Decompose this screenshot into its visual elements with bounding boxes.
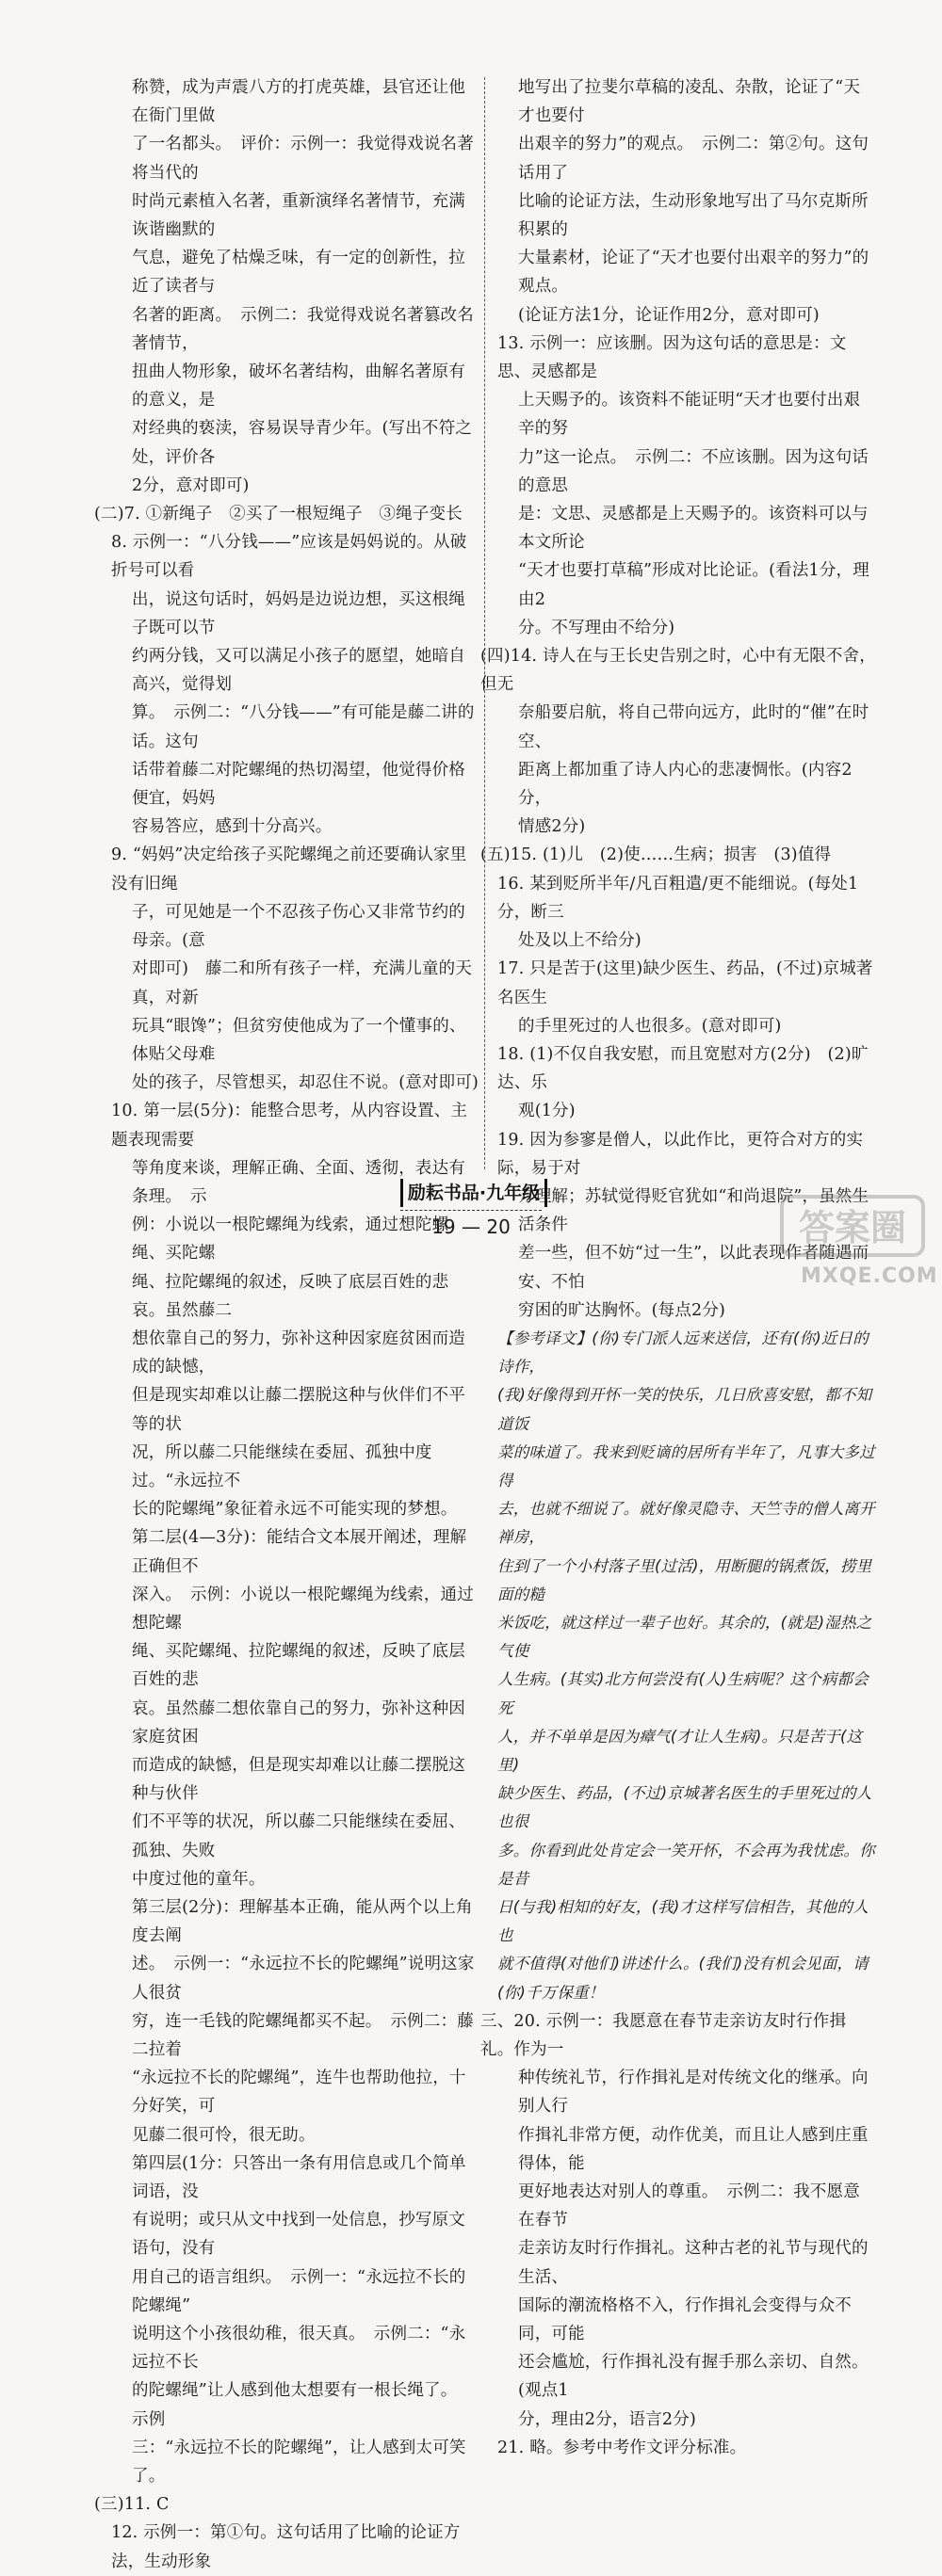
text-line: 处及以上不给分) xyxy=(518,931,642,951)
text-line: 例：小说以一根陀螺绳为线索，通过想陀螺绳、买陀螺 xyxy=(132,1216,449,1264)
page-number: 19 — 20 xyxy=(431,1216,511,1238)
text-line: 长的陀螺绳”象征着永远不可能实现的梦想。 xyxy=(132,1500,458,1520)
text-line: 话带着藤二对陀螺绳的热切渴望，他觉得价格便宜，妈妈 xyxy=(132,760,465,809)
text-line: 用自己的语言组织。 示例一：“永远拉不长的陀螺绳” xyxy=(132,2267,466,2315)
footer-rule xyxy=(400,1210,542,1211)
text-line: 走亲访友时行作揖礼。这种古老的礼节与现代的生活、 xyxy=(518,2239,869,2287)
text-line: 等角度来谈，理解正确、全面、透彻，表达有条理。 示 xyxy=(132,1158,465,1206)
text-line: 但是现实却难以让藤二摆脱这种与伙伴们不平等的状 xyxy=(132,1386,465,1434)
text-line: 作揖礼非常方便，动作优美，而且让人感到庄重得体，能 xyxy=(518,2125,869,2173)
text-line: 12. 示例一：第①句。这句话用了比喻的论证方法，生动形象 xyxy=(111,2523,461,2571)
text-line: 扭曲人物形象，破坏名著结构，曲解名著原有的意义，是 xyxy=(132,362,465,411)
text-line: 19. 因为参寥是僧人，以此作比，更符合对方的实际，易于对 xyxy=(497,1130,864,1178)
text-line: 21. 略。参考中考作文评分标准。 xyxy=(497,2438,747,2457)
text-line: 想依靠自己的努力，弥补这种因家庭贫困而造成的缺憾， xyxy=(132,1328,465,1377)
column-divider xyxy=(484,77,485,1169)
text-line: 有说明；或只从文中找到一处信息，抄写原文语句，没有 xyxy=(132,2211,465,2259)
text-line: (二)7. ①新绳子 ②买了一根短绳子 ③绳子变长 xyxy=(94,505,463,524)
text-line: 绳、买陀螺绳、拉陀螺绳的叙述，反映了底层百姓的悲 xyxy=(132,1642,465,1690)
text-line: 13. 示例一：应该删。因为这句话的意思是：文思、灵感都是 xyxy=(497,333,847,382)
text-line: 多。你看到此处肯定会一笑开怀，不会再为我忧虑。你是昔 xyxy=(497,1841,875,1888)
text-line: 的陀螺绳”让人感到他太想要有一根长绳了。 示例 xyxy=(132,2381,466,2429)
left-column xyxy=(94,73,480,2576)
text-line: 菜的味道了。我来到贬谪的居所有半年了，凡事大多过得 xyxy=(497,1442,875,1489)
text-line: 米饭吃，就这样过一辈子也好。其余的，(就是)湿热之气使 xyxy=(497,1613,872,1661)
text-line: 气息，避免了枯燥乏味，有一定的创新性，拉近了读者与 xyxy=(132,249,465,297)
text-line: 人，并不单单是因为瘴气(才让人生病)。只是苦于(这里) xyxy=(497,1727,863,1774)
watermark-url: MXQE.COM xyxy=(801,1264,938,1288)
text-line: (论证方法1分，论证作用2分，意对即可) xyxy=(518,305,820,325)
text-line: 分。不写理由不给分) xyxy=(518,618,675,637)
text-line: (三)11. C xyxy=(94,2495,170,2515)
text-line: 穷困的旷达胸怀。(每点2分) xyxy=(518,1300,726,1320)
text-line: 第二层(4—3分)：能结合文本展开阐述，理解正确但不 xyxy=(132,1528,467,1576)
text-line: 出，说这句话时，妈妈是边说边想，买这根绳子既可以节 xyxy=(132,589,465,637)
text-line: 出艰辛的努力”的观点。 示例二：第②句。这句话用了 xyxy=(518,135,869,183)
text-line: 容易答应，感到十分高兴。 xyxy=(132,817,333,837)
text-line: 10. 第一层(5分)：能整合思考，从内容设置、主题表现需要 xyxy=(111,1102,468,1150)
text-line: 住到了一个小村落子里(过活)，用断腿的锅煮饭，捞里面的糙 xyxy=(497,1556,872,1603)
text-line: 就不值得(对他们)讲述什么。(我们)没有机会见面，请 xyxy=(497,1955,869,1973)
text-line: 见藤二很可怜，很无助。 xyxy=(132,2125,316,2145)
text-line: 日(与我)相知的好友，(我)才这样写信相告，其他的人也 xyxy=(497,1898,869,1945)
text-line: 【参考译文】(你)专门派人远来送信，还有(你)近日的诗作， xyxy=(497,1328,869,1377)
text-line: 观(1分) xyxy=(518,1102,576,1121)
book-series-banner: 励耘书品·九年级 xyxy=(400,1179,547,1207)
text-line: 是：文思、灵感都是上天赐予的。该资料可以与本文所论 xyxy=(518,505,869,553)
text-line: 玩具“眼馋”；但贫穷使他成为了一个懂事的、体贴父母难 xyxy=(132,1016,466,1064)
text-line: 对即可) 藤二和所有孩子一样，充满儿童的天真，对新 xyxy=(132,959,473,1007)
text-line: 绳、拉陀螺绳的叙述，反映了底层百姓的悲哀。虽然藤二 xyxy=(132,1272,449,1320)
text-line: (五)15. (1)儿 (2)使……生病；损害 (3)值得 xyxy=(480,845,832,865)
watermark-logo-label: 答案圈 xyxy=(798,1207,907,1248)
text-line: 第四层(1分：只答出一条有用信息或几个简单词语，没 xyxy=(132,2153,466,2202)
text-line: 16. 某到贬所半年/凡百粗遣/更不能细说。(每处1分，断三 xyxy=(497,874,859,922)
text-line: 9. “妈妈”决定给孩子买陀螺绳之前还要确认家里没有旧绳 xyxy=(111,845,467,894)
text-line: 人生病。(其实)北方何尝没有(人)生病呢？这个病都会死 xyxy=(497,1670,869,1717)
text-line: 去，也就不细说了。就好像灵隐寺、天竺寺的僧人离开禅房， xyxy=(497,1500,875,1547)
text-line: 奈船要启航，将自己带向远方，此时的“催”在时空、 xyxy=(518,703,869,751)
text-line: 比喻的论证方法，生动形象地写出了马尔克斯所积累的 xyxy=(518,191,869,240)
text-line: 上天赐予的。该资料不能证明“天才也要付出艰辛的努 xyxy=(518,391,861,439)
text-line: 称赞，成为声震八方的打虎英雄，县官还让他在衙门里做 xyxy=(132,78,465,126)
text-line: 了一名都头。 评价：示例一：我觉得戏说名著将当代的 xyxy=(132,135,474,183)
text-line: 三、20. 示例一：我愿意在春节走亲访友时行作揖礼。作为一 xyxy=(480,2011,847,2060)
text-line: (你)千万保重！ xyxy=(497,1983,605,2002)
text-line: 方理解；苏轼觉得贬官犹如“和尚退院”，虽然生活条件 xyxy=(518,1186,869,1235)
text-line: “天才也要打草稿”形成对比论证。(看法1分，理由2 xyxy=(518,561,869,609)
text-line: 而造成的缺憾，但是现实却难以让藤二摆脱这种与伙伴 xyxy=(132,1755,465,1804)
site-watermark xyxy=(772,1191,938,1295)
text-line: 时尚元素植入名著，重新演绎名著情节，充满诙谐幽默的 xyxy=(132,191,465,240)
text-line: 18. (1)不仅自我安慰，而且宽慰对方(2分) (2)旷达、乐 xyxy=(497,1044,869,1093)
text-line: 中度过他的童年。 xyxy=(132,1869,266,1889)
text-line: (我)好像得到开怀一笑的快乐，几日欣喜安慰，都不知道饭 xyxy=(497,1386,872,1433)
text-line: 的手里死过的人也很多。(意对即可) xyxy=(518,1016,782,1036)
text-line: 子，可见她是一个不忍孩子伤心又非常节约的母亲。(意 xyxy=(132,902,465,951)
text-line: 缺少医生、药品，(不过)京城著名医生的手里死过的人也很 xyxy=(497,1784,872,1831)
text-line: 三：“永远拉不长的陀螺绳”，让人感到太可笑了。 xyxy=(132,2438,466,2487)
text-line: 处的孩子，尽管想买，却忍住不说。(意对即可) xyxy=(132,1073,479,1093)
text-line: “永远拉不长的陀螺绳”，连牛也帮助他拉，十分好笑，可 xyxy=(132,2069,466,2117)
text-line: 对经典的亵渎，容易误导青少年。(写出不符之处，评价各 xyxy=(132,419,473,467)
text-line: 约两分钱，又可以满足小孩子的愿望，她暗自高兴，觉得划 xyxy=(132,647,465,695)
text-line: 差一些，但不妨“过一生”，以此表现作者随遇而安、不怕 xyxy=(518,1244,869,1292)
text-line: 国际的潮流格格不入，行作揖礼会变得与众不同，可能 xyxy=(518,2295,852,2344)
text-line: 说明这个小孩很幼稚，很天真。 示例二：“永远拉不长 xyxy=(132,2325,466,2373)
text-line: (四)14. 诗人在与王长史告别之时，心中有无限不舍，但无 xyxy=(480,647,876,695)
text-line: 算。 示例二：“八分钱——”有可能是藤二讲的话。这句 xyxy=(132,703,475,751)
text-line: 力”这一论点。 示例二：不应该删。因为这句话的意思 xyxy=(518,447,869,495)
text-line: 们不平等的状况，所以藤二只能继续在委屈、孤独、失败 xyxy=(132,1812,465,1860)
text-line: 分，理由2分，语言2分) xyxy=(518,2409,696,2429)
text-line: 深入。 示例：小说以一根陀螺绳为线索，通过想陀螺 xyxy=(132,1585,474,1633)
text-line: 2分，意对即可) xyxy=(132,475,250,495)
text-line: 更好地表达对别人的尊重。 示例二：我不愿意在春节 xyxy=(518,2182,860,2230)
text-line: 17. 只是苦于(这里)缺少医生、药品，(不过)京城著名医生 xyxy=(497,959,873,1007)
text-line: 述。 示例一：“永远拉不长的陀螺绳”说明这家人很贫 xyxy=(132,1955,475,2003)
watermark-logo-icon xyxy=(772,1191,933,1266)
text-line: 还会尴尬，行作揖礼没有握手那么亲切、自然。(观点1 xyxy=(518,2353,869,2401)
text-line: 第三层(2分)：理解基本正确，能从两个以上角度去阐 xyxy=(132,1898,473,1946)
text-line: 地写出了拉斐尔草稿的凌乱、杂散，论证了“天才也要付 xyxy=(518,78,861,126)
text-line: 哀。虽然藤二想依靠自己的努力，弥补这种因家庭贫困 xyxy=(132,1699,465,1747)
text-line: 情感2分) xyxy=(518,817,586,837)
text-line: 名著的距离。 示例二：我觉得戏说名著篡改名著情节， xyxy=(132,305,474,353)
text-line: 距离上都加重了诗人内心的悲凄惆怅。(内容2分， xyxy=(518,760,853,809)
text-line: 穷，连一毛钱的陀螺绳都买不起。 示例二：藤二拉着 xyxy=(132,2011,474,2060)
text-line: 大量素材，论证了“天才也要付出艰辛的努力”的观点。 xyxy=(518,249,869,297)
text-line: 况，所以藤二只能继续在委屈、孤独中度过。“永远拉不 xyxy=(132,1442,432,1490)
text-line: 种传统礼节，行作揖礼是对传统文化的继承。向别人行 xyxy=(518,2069,869,2117)
text-line: 8. 示例一：“八分钱——”应该是妈妈说的。从破折号可以看 xyxy=(111,533,467,581)
